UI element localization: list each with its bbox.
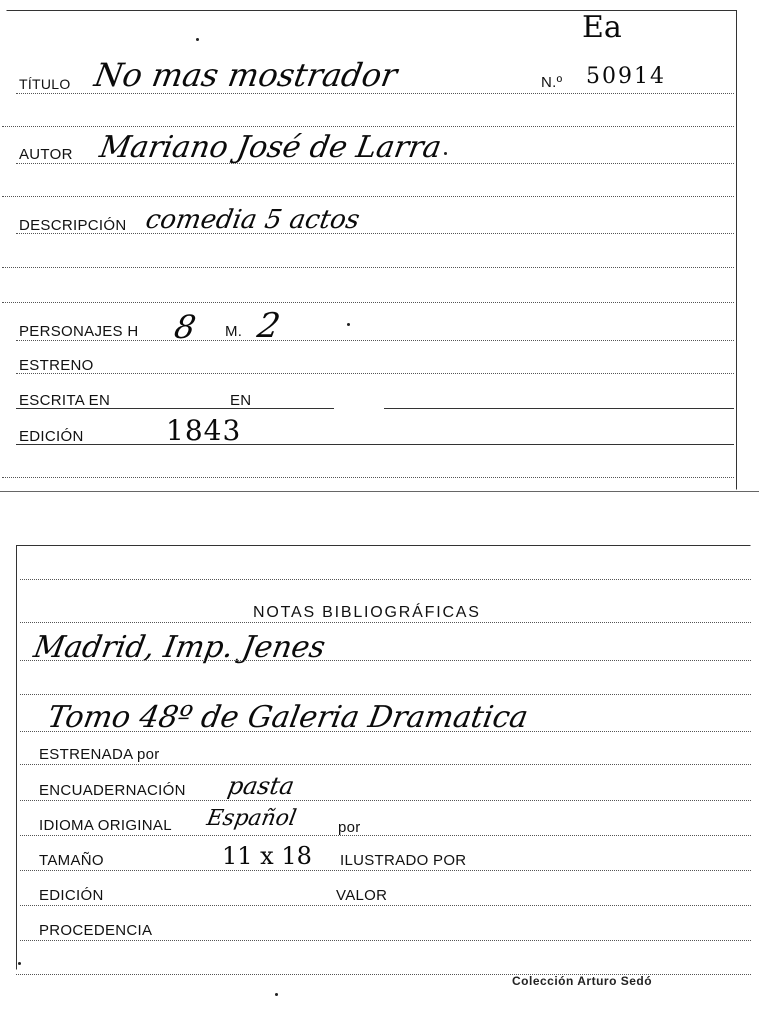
autor-value: Mariano José de Larra bbox=[96, 130, 445, 165]
descripcion-rule bbox=[16, 233, 734, 234]
note-line-2: Tomo 48º de Galeria Dramatica bbox=[44, 700, 531, 735]
encuadernacion-label: ENCUADERNACIÓN bbox=[39, 782, 186, 799]
procedencia-label: PROCEDENCIA bbox=[39, 922, 153, 939]
encuadernacion-value: pasta bbox=[225, 772, 297, 800]
personajes-h-value: 8 bbox=[171, 308, 199, 346]
por-label: por bbox=[338, 819, 361, 836]
descripcion-value: comedia 5 actos bbox=[143, 205, 362, 235]
note-line-1: Madrid, Imp. Jenes bbox=[30, 630, 328, 665]
tamano-rule bbox=[20, 870, 751, 871]
top-rule-4 bbox=[2, 196, 734, 197]
speck bbox=[196, 38, 199, 41]
idioma-value: Español bbox=[204, 806, 299, 831]
speck bbox=[275, 993, 278, 996]
autor-rule bbox=[16, 163, 734, 164]
idioma-rule bbox=[20, 835, 751, 836]
escrita-rule-left bbox=[16, 408, 334, 409]
top-rule-2 bbox=[2, 126, 734, 127]
en-label: EN bbox=[230, 392, 252, 409]
idioma-label: IDIOMA ORIGINAL bbox=[39, 817, 172, 834]
edicion-rule bbox=[16, 444, 734, 445]
autor-label: AUTOR bbox=[19, 146, 73, 163]
numero-value: 50914 bbox=[586, 64, 666, 89]
note-rule-3 bbox=[20, 731, 751, 732]
titulo-label: TÍTULO bbox=[19, 76, 71, 92]
tamano-label: TAMAÑO bbox=[39, 852, 104, 869]
bottom-rule-0 bbox=[20, 579, 751, 580]
speck bbox=[444, 152, 447, 155]
estreno-rule bbox=[16, 373, 734, 374]
ilustrado-label: ILUSTRADO POR bbox=[340, 852, 467, 869]
encuadernacion-rule bbox=[20, 800, 751, 801]
escrita-rule-right bbox=[384, 408, 734, 409]
bottom-edicion-label: EDICIÓN bbox=[39, 887, 104, 904]
procedencia-rule bbox=[20, 940, 751, 941]
escrita-label: ESCRITA EN bbox=[19, 392, 111, 409]
collection-stamp: Colección Arturo Sedó bbox=[512, 974, 653, 988]
numero-label: N.º bbox=[541, 74, 563, 91]
valor-label: VALOR bbox=[336, 887, 388, 904]
tamano-value: 11 x 18 bbox=[222, 842, 312, 870]
top-rule-7 bbox=[2, 302, 734, 303]
titulo-rule bbox=[16, 93, 734, 94]
edicion-value: 1843 bbox=[166, 414, 242, 447]
estrenada-rule bbox=[20, 764, 751, 765]
personajes-m-value: 2 bbox=[254, 306, 284, 346]
top-rule-6 bbox=[2, 267, 734, 268]
heading-rule bbox=[20, 622, 751, 623]
note-rule-2 bbox=[20, 694, 751, 695]
top-rule-bottom bbox=[2, 477, 734, 478]
estrenada-label: ESTRENADA por bbox=[39, 746, 160, 763]
descripcion-label: DESCRIPCIÓN bbox=[19, 217, 127, 234]
edicion-bottom-rule bbox=[20, 905, 751, 906]
notas-heading: NOTAS BIBLIOGRÁFICAS bbox=[253, 604, 481, 621]
card-separator bbox=[0, 491, 759, 492]
personajes-label: PERSONAJES H bbox=[19, 323, 139, 340]
note-rule-1 bbox=[20, 660, 751, 661]
corner-mark: Ea bbox=[582, 10, 622, 45]
estreno-label: ESTRENO bbox=[19, 357, 94, 374]
speck bbox=[18, 962, 21, 965]
titulo-value: No mas mostrador bbox=[91, 56, 401, 94]
edicion-label: EDICIÓN bbox=[19, 428, 84, 445]
personajes-rule bbox=[16, 340, 734, 341]
personajes-m-label: M. bbox=[225, 323, 243, 340]
speck bbox=[347, 323, 350, 326]
